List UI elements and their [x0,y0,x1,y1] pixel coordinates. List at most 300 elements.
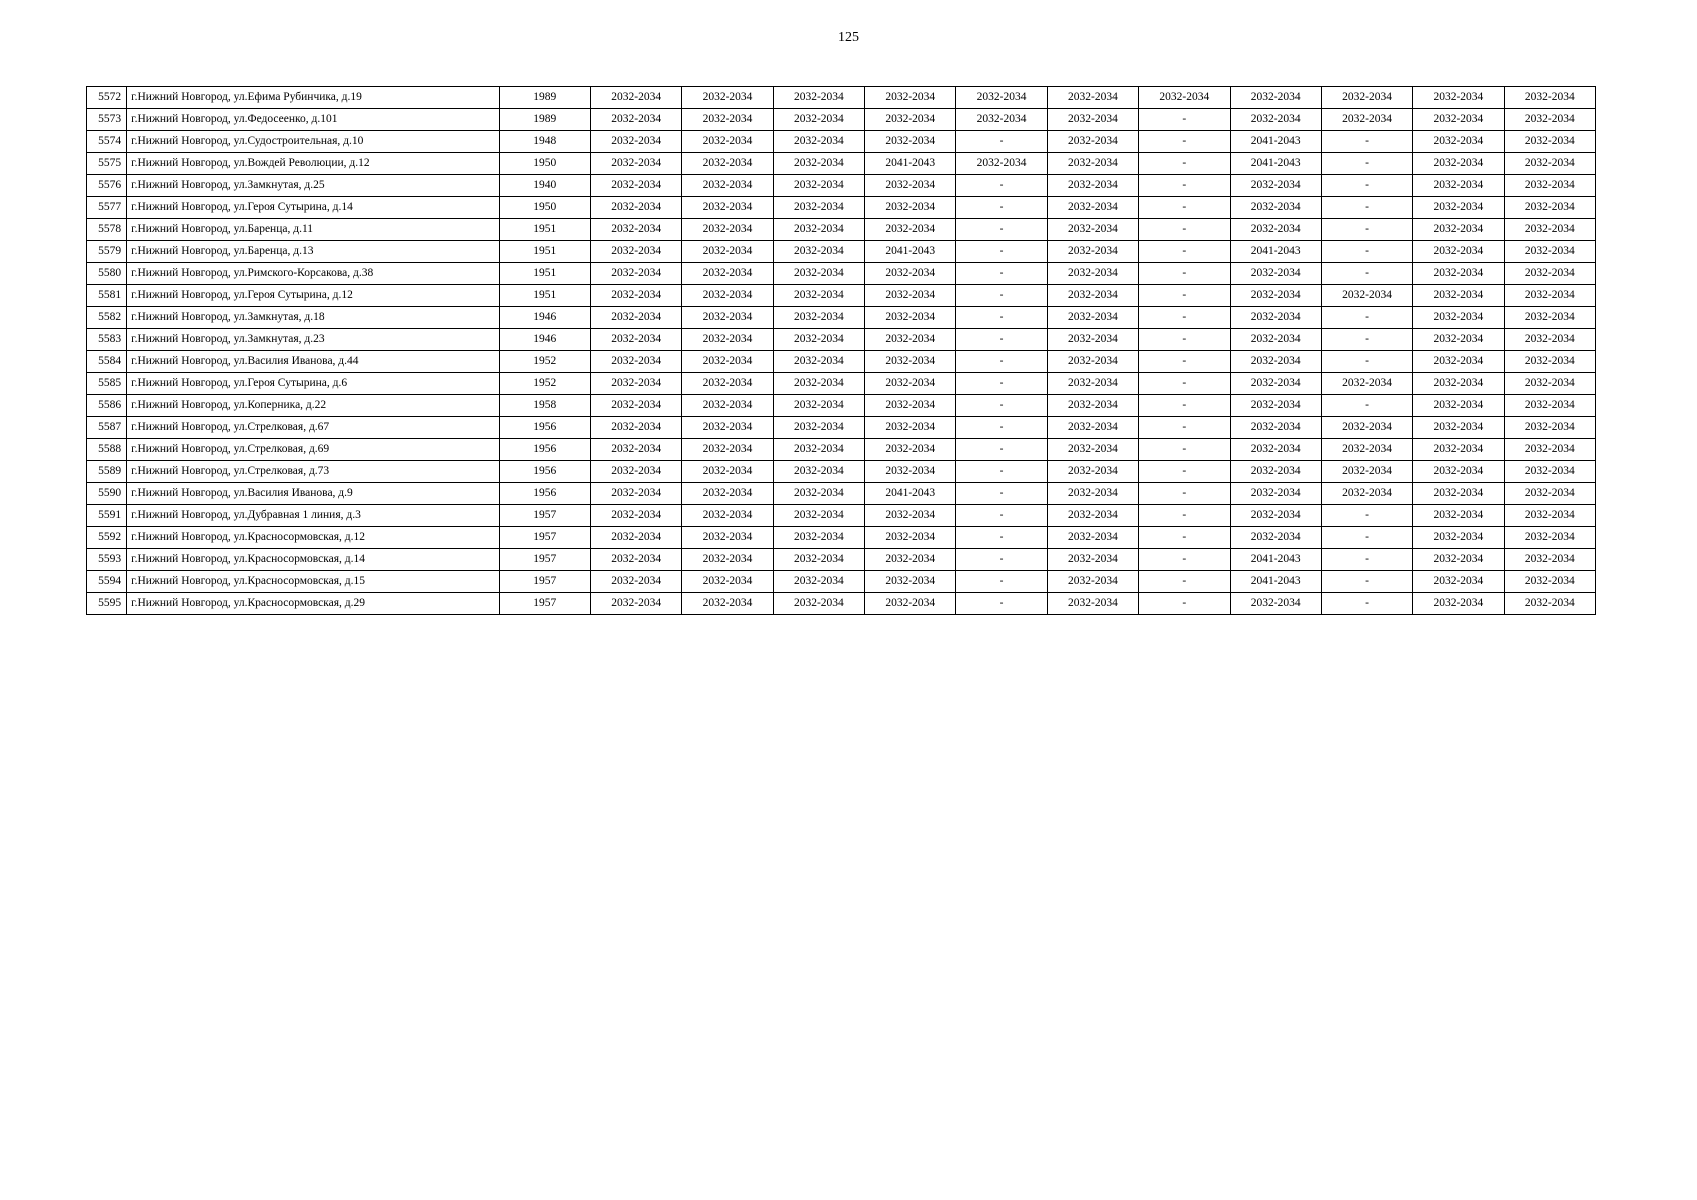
period-cell: 2032-2034 [590,527,681,549]
period-cell: 2041-2043 [1230,571,1321,593]
period-cell: 2032-2034 [865,351,956,373]
row-number-cell: 5573 [87,109,127,131]
period-cell: 2032-2034 [865,373,956,395]
period-cell: 2032-2034 [1413,417,1504,439]
address-cell: г.Нижний Новгород, ул.Римского-Корсакова, д.38 [127,263,499,285]
year-built-cell: 1956 [499,417,590,439]
period-cell: 2032-2034 [682,483,773,505]
table-row [87,373,1596,395]
period-cell: 2032-2034 [590,175,681,197]
period-cell: 2032-2034 [1047,571,1138,593]
period-cell: - [1139,549,1230,571]
period-cell: 2041-2043 [1230,131,1321,153]
year-built-cell: 1956 [499,483,590,505]
period-cell: 2032-2034 [773,549,864,571]
period-cell: 2032-2034 [1413,153,1504,175]
period-cell: 2032-2034 [1504,439,1595,461]
year-built-cell: 1957 [499,549,590,571]
period-cell: 2032-2034 [1504,395,1595,417]
period-cell: 2032-2034 [1230,351,1321,373]
period-cell: 2032-2034 [682,461,773,483]
year-built-cell: 1951 [499,285,590,307]
period-cell: 2032-2034 [1413,351,1504,373]
period-cell: - [956,461,1047,483]
period-cell: - [1139,505,1230,527]
period-cell: - [956,571,1047,593]
period-cell: - [1139,197,1230,219]
period-cell: 2032-2034 [1413,483,1504,505]
period-cell: 2032-2034 [1504,593,1595,615]
period-cell: 2032-2034 [1504,263,1595,285]
period-cell: 2032-2034 [1047,197,1138,219]
table-row [87,109,1596,131]
period-cell: - [1139,109,1230,131]
period-cell: 2032-2034 [590,373,681,395]
period-cell: 2032-2034 [682,285,773,307]
period-cell: 2032-2034 [773,263,864,285]
row-number-cell: 5581 [87,285,127,307]
period-cell: 2032-2034 [1047,175,1138,197]
year-built-cell: 1957 [499,527,590,549]
period-cell: 2032-2034 [1413,461,1504,483]
period-cell: 2032-2034 [1047,351,1138,373]
period-cell: 2032-2034 [865,439,956,461]
row-number-cell: 5579 [87,241,127,263]
table-row [87,593,1596,615]
period-cell: 2032-2034 [590,285,681,307]
period-cell: - [1139,285,1230,307]
address-cell: г.Нижний Новгород, ул.Героя Сутырина, д.12 [127,285,499,307]
period-cell: 2032-2034 [773,307,864,329]
period-cell: 2032-2034 [773,593,864,615]
year-built-cell: 1989 [499,87,590,109]
period-cell: 2032-2034 [773,285,864,307]
period-cell: 2032-2034 [1504,373,1595,395]
period-cell: 2032-2034 [1413,439,1504,461]
period-cell: 2032-2034 [682,593,773,615]
table-row [87,395,1596,417]
period-cell: 2032-2034 [1321,439,1412,461]
period-cell: - [1321,329,1412,351]
period-cell: - [956,219,1047,241]
period-cell: 2032-2034 [682,197,773,219]
year-built-cell: 1948 [499,131,590,153]
period-cell: 2032-2034 [865,505,956,527]
period-cell: 2032-2034 [1413,593,1504,615]
row-number-cell: 5586 [87,395,127,417]
period-cell: 2032-2034 [590,439,681,461]
period-cell: - [1139,593,1230,615]
table-row [87,197,1596,219]
address-cell: г.Нижний Новгород, ул.Красносормовская, д.14 [127,549,499,571]
period-cell: 2032-2034 [956,109,1047,131]
period-cell: 2032-2034 [1047,417,1138,439]
period-cell: 2032-2034 [1047,461,1138,483]
row-number-cell: 5575 [87,153,127,175]
period-cell: - [1321,131,1412,153]
year-built-cell: 1957 [499,505,590,527]
period-cell: 2032-2034 [682,263,773,285]
period-cell: 2032-2034 [1413,527,1504,549]
period-cell: 2032-2034 [682,571,773,593]
period-cell: 2032-2034 [773,109,864,131]
period-cell: 2032-2034 [590,197,681,219]
period-cell: - [1321,505,1412,527]
row-number-cell: 5582 [87,307,127,329]
period-cell: 2032-2034 [1230,505,1321,527]
period-cell: - [956,373,1047,395]
period-cell: 2032-2034 [865,87,956,109]
period-cell: 2032-2034 [682,329,773,351]
address-cell: г.Нижний Новгород, ул.Федосеенко, д.101 [127,109,499,131]
period-cell: 2032-2034 [1230,219,1321,241]
period-cell: - [956,439,1047,461]
address-cell: г.Нижний Новгород, ул.Баренца, д.13 [127,241,499,263]
table-row [87,153,1596,175]
period-cell: 2032-2034 [682,241,773,263]
period-cell: - [956,131,1047,153]
period-cell: 2032-2034 [865,461,956,483]
period-cell: 2032-2034 [1413,505,1504,527]
period-cell: - [1139,461,1230,483]
period-cell: 2032-2034 [773,219,864,241]
period-cell: 2032-2034 [1230,373,1321,395]
period-cell: 2032-2034 [1047,329,1138,351]
period-cell: 2032-2034 [590,131,681,153]
period-cell: 2032-2034 [1230,461,1321,483]
period-cell: 2032-2034 [1230,175,1321,197]
table-row [87,439,1596,461]
period-cell: 2032-2034 [865,175,956,197]
row-number-cell: 5594 [87,571,127,593]
period-cell: 2032-2034 [1413,373,1504,395]
period-cell: - [956,593,1047,615]
period-cell: 2032-2034 [1047,483,1138,505]
row-number-cell: 5574 [87,131,127,153]
year-built-cell: 1946 [499,307,590,329]
period-cell: - [1321,527,1412,549]
period-cell: 2032-2034 [590,505,681,527]
table-body [87,87,1596,615]
period-cell: 2032-2034 [590,417,681,439]
period-cell: - [1321,263,1412,285]
address-cell: г.Нижний Новгород, ул.Вождей Революции, д.12 [127,153,499,175]
period-cell: 2032-2034 [1413,197,1504,219]
period-cell: 2032-2034 [1413,263,1504,285]
period-cell: - [1139,571,1230,593]
table-row [87,329,1596,351]
address-cell: г.Нижний Новгород, ул.Красносормовская, д.12 [127,527,499,549]
period-cell: 2032-2034 [865,131,956,153]
address-cell: г.Нижний Новгород, ул.Судостроительная, д.10 [127,131,499,153]
period-cell: - [956,197,1047,219]
row-number-cell: 5578 [87,219,127,241]
period-cell: - [1139,527,1230,549]
period-cell: 2032-2034 [1047,527,1138,549]
row-number-cell: 5592 [87,527,127,549]
period-cell: - [956,417,1047,439]
period-cell: - [1139,241,1230,263]
period-cell: - [956,351,1047,373]
year-built-cell: 1951 [499,241,590,263]
address-cell: г.Нижний Новгород, ул.Красносормовская, д.29 [127,593,499,615]
row-number-cell: 5585 [87,373,127,395]
period-cell: - [956,395,1047,417]
period-cell: 2032-2034 [773,153,864,175]
period-cell: 2032-2034 [773,329,864,351]
period-cell: 2032-2034 [590,549,681,571]
table-row [87,131,1596,153]
address-cell: г.Нижний Новгород, ул.Замкнутая, д.18 [127,307,499,329]
period-cell: - [956,527,1047,549]
period-cell: 2032-2034 [1321,461,1412,483]
period-cell: 2032-2034 [682,505,773,527]
period-cell: 2032-2034 [1047,505,1138,527]
period-cell: 2032-2034 [1230,439,1321,461]
period-cell: 2032-2034 [590,219,681,241]
period-cell: 2032-2034 [1413,219,1504,241]
year-built-cell: 1958 [499,395,590,417]
period-cell: 2032-2034 [1504,571,1595,593]
period-cell: 2032-2034 [1047,307,1138,329]
period-cell: - [1321,153,1412,175]
period-cell: 2032-2034 [1504,527,1595,549]
period-cell: 2032-2034 [1504,153,1595,175]
period-cell: - [1139,131,1230,153]
period-cell: 2032-2034 [682,439,773,461]
period-cell: 2032-2034 [1047,593,1138,615]
year-built-cell: 1940 [499,175,590,197]
table-row [87,417,1596,439]
period-cell: - [1321,241,1412,263]
period-cell: 2032-2034 [682,109,773,131]
table-row [87,483,1596,505]
period-cell: 2032-2034 [1504,175,1595,197]
period-cell: 2032-2034 [1047,109,1138,131]
period-cell: 2032-2034 [956,153,1047,175]
address-cell: г.Нижний Новгород, ул.Героя Сутырина, д.6 [127,373,499,395]
period-cell: - [1139,351,1230,373]
period-cell: 2032-2034 [865,307,956,329]
address-cell: г.Нижний Новгород, ул.Василия Иванова, д.9 [127,483,499,505]
table-row [87,461,1596,483]
address-cell: г.Нижний Новгород, ул.Дубравная 1 линия, д.3 [127,505,499,527]
address-cell: г.Нижний Новгород, ул.Ефима Рубинчика, д.19 [127,87,499,109]
page-number: 125 [838,30,859,45]
period-cell: - [956,505,1047,527]
period-cell: - [956,285,1047,307]
period-cell: 2032-2034 [1230,307,1321,329]
period-cell: 2032-2034 [1413,109,1504,131]
period-cell: 2032-2034 [1047,263,1138,285]
period-cell: 2032-2034 [1413,307,1504,329]
year-built-cell: 1950 [499,197,590,219]
period-cell: 2032-2034 [773,241,864,263]
period-cell: 2032-2034 [865,285,956,307]
period-cell: - [1139,395,1230,417]
period-cell: 2032-2034 [1321,87,1412,109]
row-number-cell: 5587 [87,417,127,439]
period-cell: 2032-2034 [773,373,864,395]
period-cell: 2041-2043 [1230,241,1321,263]
period-cell: 2032-2034 [682,307,773,329]
period-cell: - [956,329,1047,351]
period-cell: 2032-2034 [1047,241,1138,263]
period-cell: 2032-2034 [773,417,864,439]
period-cell: 2032-2034 [865,197,956,219]
period-cell: 2032-2034 [682,131,773,153]
year-built-cell: 1951 [499,263,590,285]
table-row [87,175,1596,197]
period-cell: 2032-2034 [956,87,1047,109]
period-cell: 2032-2034 [590,329,681,351]
period-cell: - [1139,329,1230,351]
period-cell: 2032-2034 [1230,593,1321,615]
period-cell: 2032-2034 [865,219,956,241]
period-cell: 2032-2034 [773,87,864,109]
period-cell: 2032-2034 [1504,483,1595,505]
period-cell: 2032-2034 [1230,263,1321,285]
period-cell: 2032-2034 [1321,285,1412,307]
period-cell: 2032-2034 [1047,549,1138,571]
period-cell: 2032-2034 [865,571,956,593]
row-number-cell: 5591 [87,505,127,527]
period-cell: - [956,175,1047,197]
year-built-cell: 1957 [499,571,590,593]
period-cell: 2032-2034 [1230,197,1321,219]
period-cell: - [1139,175,1230,197]
period-cell: 2032-2034 [1504,461,1595,483]
period-cell: 2032-2034 [1413,329,1504,351]
period-cell: 2032-2034 [590,593,681,615]
period-cell: 2032-2034 [1047,285,1138,307]
period-cell: 2032-2034 [1413,285,1504,307]
period-cell: 2032-2034 [590,153,681,175]
period-cell: - [1321,219,1412,241]
table-row [87,219,1596,241]
period-cell: 2032-2034 [1504,351,1595,373]
period-cell: 2032-2034 [865,329,956,351]
repair-schedule-table [86,86,1596,615]
period-cell: 2032-2034 [590,351,681,373]
period-cell: 2032-2034 [1047,153,1138,175]
row-number-cell: 5590 [87,483,127,505]
row-number-cell: 5588 [87,439,127,461]
year-built-cell: 1957 [499,593,590,615]
period-cell: - [1139,439,1230,461]
period-cell: 2032-2034 [590,87,681,109]
period-cell: 2032-2034 [1139,87,1230,109]
period-cell: 2032-2034 [773,175,864,197]
period-cell: 2041-2043 [865,483,956,505]
period-cell: 2032-2034 [1230,417,1321,439]
period-cell: - [1139,219,1230,241]
period-cell: 2041-2043 [1230,549,1321,571]
table-row [87,87,1596,109]
period-cell: 2032-2034 [1504,285,1595,307]
period-cell: 2032-2034 [1413,395,1504,417]
period-cell: - [956,483,1047,505]
period-cell: 2032-2034 [1230,109,1321,131]
period-cell: - [1139,153,1230,175]
period-cell: 2032-2034 [1504,307,1595,329]
period-cell: 2041-2043 [1230,153,1321,175]
year-built-cell: 1951 [499,219,590,241]
period-cell: 2041-2043 [865,241,956,263]
period-cell: 2032-2034 [773,527,864,549]
period-cell: - [1139,263,1230,285]
table-row [87,505,1596,527]
address-cell: г.Нижний Новгород, ул.Героя Сутырина, д.14 [127,197,499,219]
period-cell: 2032-2034 [590,263,681,285]
period-cell: - [1139,307,1230,329]
period-cell: 2032-2034 [773,395,864,417]
period-cell: 2032-2034 [1047,439,1138,461]
period-cell: 2032-2034 [773,439,864,461]
period-cell: 2032-2034 [590,241,681,263]
table-row [87,571,1596,593]
year-built-cell: 1946 [499,329,590,351]
address-cell: г.Нижний Новгород, ул.Коперника, д.22 [127,395,499,417]
period-cell: 2032-2034 [1504,197,1595,219]
period-cell: - [1139,417,1230,439]
period-cell: - [1321,395,1412,417]
period-cell: 2032-2034 [1504,87,1595,109]
period-cell: 2032-2034 [1504,417,1595,439]
period-cell: 2032-2034 [1321,373,1412,395]
period-cell: 2032-2034 [773,351,864,373]
address-cell: г.Нижний Новгород, ул.Василия Иванова, д.44 [127,351,499,373]
period-cell: 2032-2034 [1504,241,1595,263]
period-cell: - [1139,373,1230,395]
period-cell: 2032-2034 [590,109,681,131]
period-cell: 2032-2034 [682,87,773,109]
period-cell: 2032-2034 [1321,417,1412,439]
period-cell: 2032-2034 [1413,571,1504,593]
period-cell: 2032-2034 [590,307,681,329]
period-cell: 2032-2034 [1413,131,1504,153]
period-cell: 2032-2034 [1230,87,1321,109]
period-cell: 2032-2034 [590,571,681,593]
period-cell: - [1321,307,1412,329]
period-cell: 2032-2034 [682,417,773,439]
row-number-cell: 5576 [87,175,127,197]
period-cell: 2032-2034 [682,549,773,571]
period-cell: - [1321,571,1412,593]
period-cell: 2032-2034 [1504,549,1595,571]
row-number-cell: 5584 [87,351,127,373]
table-row [87,263,1596,285]
year-built-cell: 1956 [499,461,590,483]
period-cell: 2032-2034 [1047,87,1138,109]
period-cell: 2032-2034 [773,461,864,483]
period-cell: - [1321,593,1412,615]
address-cell: г.Нижний Новгород, ул.Стрелковая, д.67 [127,417,499,439]
period-cell: - [956,307,1047,329]
table-row [87,307,1596,329]
period-cell: 2032-2034 [865,549,956,571]
period-cell: 2032-2034 [1230,285,1321,307]
period-cell: - [1321,351,1412,373]
year-built-cell: 1952 [499,351,590,373]
year-built-cell: 1950 [499,153,590,175]
row-number-cell: 5595 [87,593,127,615]
table-row [87,285,1596,307]
period-cell: 2032-2034 [590,461,681,483]
table-row [87,351,1596,373]
period-cell: 2032-2034 [1413,87,1504,109]
period-cell: 2032-2034 [1504,109,1595,131]
